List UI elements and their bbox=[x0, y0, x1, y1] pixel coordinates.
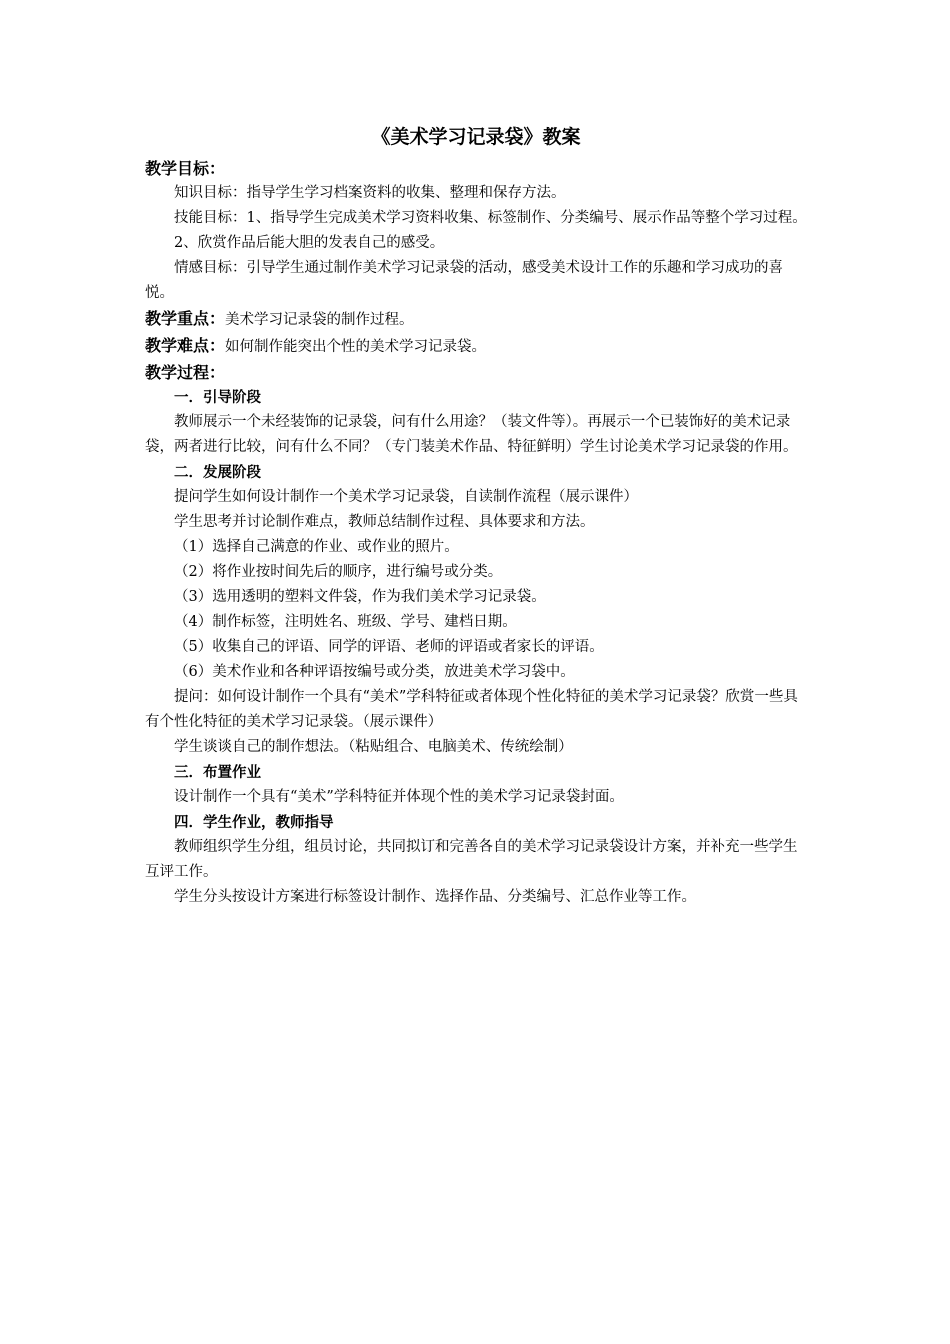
difficulty-text: 如何制作能突出个性的美术学习记录袋。 bbox=[225, 339, 487, 355]
section-2-paragraph-3: 提问：如何设计制作一个具有“美术”学科特征或者体现个性化特征的美术学习记录袋？欣赏一些具有个性化特征的美术学习记录袋。（展示课件） bbox=[145, 689, 798, 730]
section-4-paragraph-1: 教师组织学生分组，组员讨论，共同拟订和完善各自的美术学习记录袋设计方案，并补充一些学生互评工作。 bbox=[145, 839, 798, 880]
section-2-paragraph-4: 学生谈谈自己的制作想法。（粘贴组合、电脑美术、传统绘制） bbox=[174, 739, 573, 755]
skill-goal: 技能目标：1、指导学生完成美术学习资料收集、标签制作、分类编号、展示作品等整个学习过程。 bbox=[174, 210, 807, 226]
goals-heading: 教学目标： bbox=[145, 159, 226, 178]
step-item: （4）制作标签，注明姓名、班级、学号、建档日期。 bbox=[174, 614, 517, 630]
difficulty-label: 教学难点： bbox=[145, 336, 226, 355]
section-1-paragraph: 教师展示一个未经装饰的记录袋，问有什么用途？（装文件等）。再展示一个已装饰好的美术记录袋，两者进行比较，问有什么不同？（专门装美术作品、特征鲜明）学生讨论美术学习记录袋的作用。 bbox=[145, 414, 798, 455]
section-3-paragraph: 设计制作一个具有“美术”学科特征并体现个性的美术学习记录袋封面。 bbox=[174, 789, 624, 805]
key-point-line bbox=[145, 306, 807, 333]
difficulty-line bbox=[145, 333, 807, 360]
section-1-title: 一．引导阶段 bbox=[174, 389, 261, 406]
emotion-goal: 情感目标：引导学生通过制作美术学习记录袋的活动，感受美术设计工作的乐趣和学习成功的喜悦。 bbox=[145, 260, 783, 301]
section-2-title: 二．发展阶段 bbox=[174, 464, 261, 481]
step-item: （3）选用透明的塑料文件袋，作为我们美术学习记录袋。 bbox=[174, 589, 546, 605]
section-4-paragraph-2: 学生分头按设计方案进行标签设计制作、选择作品、分类编号、汇总作业等工作。 bbox=[174, 889, 696, 905]
knowledge-goal: 知识目标：指导学生学习档案资料的收集、整理和保存方法。 bbox=[174, 185, 566, 201]
lesson-plan-body bbox=[145, 122, 807, 910]
section-2-paragraph-1: 提问学生如何设计制作一个美术学习记录袋，自读制作流程（展示课件） bbox=[174, 489, 638, 505]
step-item: （1）选择自己满意的作业、或作业的照片。 bbox=[174, 539, 459, 555]
key-point-label: 教学重点： bbox=[145, 309, 226, 328]
step-item: （2）将作业按时间先后的顺序，进行编号或分类。 bbox=[174, 564, 503, 580]
section-3-title: 三．布置作业 bbox=[174, 764, 261, 781]
skill-goal-2: 2、欣赏作品后能大胆的发表自己的感受。 bbox=[174, 235, 445, 251]
process-heading: 教学过程： bbox=[145, 363, 226, 382]
key-point-text: 美术学习记录袋的制作过程。 bbox=[225, 312, 414, 328]
step-item: （6）美术作业和各种评语按编号或分类，放进美术学习袋中。 bbox=[174, 664, 575, 680]
section-4-title: 四．学生作业，教师指导 bbox=[174, 814, 334, 831]
section-2-paragraph-2: 学生思考并讨论制作难点，教师总结制作过程、具体要求和方法。 bbox=[174, 514, 595, 530]
step-item: （5）收集自己的评语、同学的评语、老师的评语或者家长的评语。 bbox=[174, 639, 604, 655]
document-title: 《美术学习记录袋》教案 bbox=[371, 126, 581, 148]
